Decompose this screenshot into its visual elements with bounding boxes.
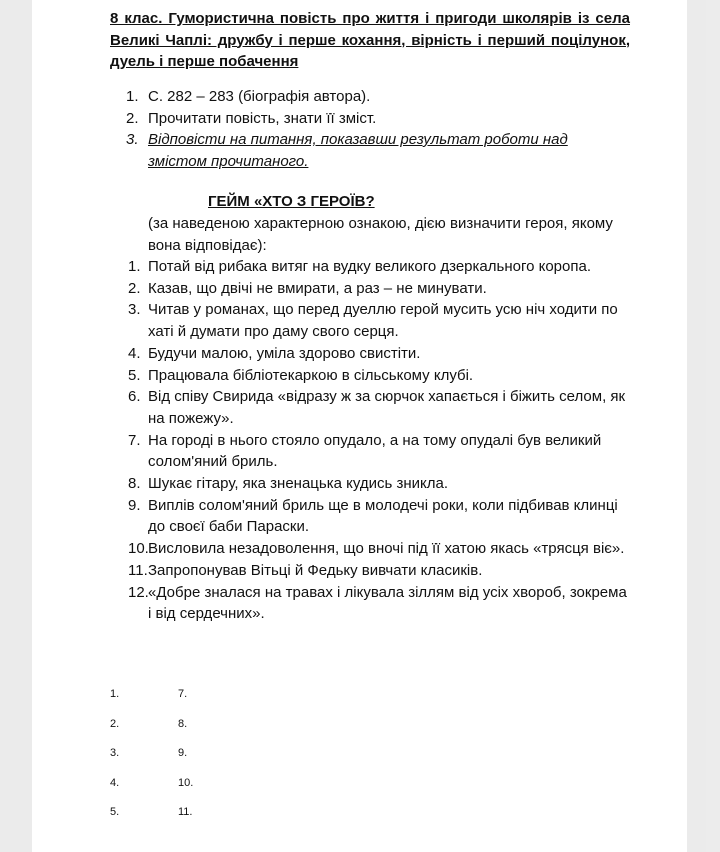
question-number: 11. bbox=[128, 561, 148, 579]
task-text: С. 282 – 283 (біографія автора). bbox=[148, 88, 371, 105]
answer-number: 3. bbox=[110, 747, 120, 759]
task-item bbox=[126, 108, 588, 130]
question-item bbox=[128, 278, 634, 300]
question-number: 3. bbox=[128, 301, 141, 319]
question-text: Запропонував Вітьці й Федьку вивчати класиків. bbox=[148, 561, 483, 579]
game-instructions: (за наведеною характерною ознакою, дією визначити героя, якому вона відповідає): bbox=[148, 215, 613, 254]
task-number: 2. bbox=[126, 109, 139, 127]
question-number: 5. bbox=[128, 366, 141, 384]
answer-number: 1. bbox=[110, 688, 120, 700]
answer-number: 9. bbox=[178, 747, 188, 759]
question-text: Від співу Свирида «відразу ж за сюрчок хапається і біжить селом, як на пожежу». bbox=[148, 388, 626, 427]
question-item bbox=[128, 495, 634, 538]
answer-number: 11. bbox=[178, 806, 193, 818]
question-item bbox=[128, 473, 634, 495]
task-list bbox=[126, 86, 588, 172]
answer-number: 10. bbox=[178, 776, 194, 789]
question-text: Шукає гітару, яка зненацька кудись зникла. bbox=[148, 475, 448, 493]
task-text: Прочитати повість, знати її зміст. bbox=[148, 109, 377, 127]
question-number: 8. bbox=[128, 475, 141, 493]
question-number: 1. bbox=[128, 258, 141, 275]
question-number: 9. bbox=[128, 496, 141, 514]
page-title: 8 клас. Гумористична повість про життя і пригоди школярів із села Великі Чаплі: дружбу і перше кохання, вірність і перший поцілунок, дуель і перше побачення bbox=[110, 10, 630, 70]
question-item bbox=[128, 538, 634, 560]
question-text: Виплів солом'яний бриль ще в молодечі роки, коли підбивав клинці до своєї баби Параски. bbox=[148, 496, 618, 536]
question-item bbox=[128, 256, 634, 278]
question-item bbox=[128, 299, 634, 342]
question-text: Потай від рибака витяг на вудку великого дзеркального коропа. bbox=[148, 258, 591, 275]
answer-number: 4. bbox=[110, 776, 120, 789]
question-item bbox=[128, 365, 634, 387]
question-number: 12. bbox=[128, 583, 149, 601]
document-page bbox=[32, 0, 687, 852]
task-item bbox=[126, 86, 588, 108]
question-item bbox=[128, 430, 634, 473]
question-number: 6. bbox=[128, 388, 141, 406]
question-item bbox=[128, 343, 634, 365]
game-title: ГЕЙМ «ХТО З ГЕРОЇВ? bbox=[208, 193, 375, 210]
question-number: 4. bbox=[128, 344, 141, 362]
answer-number: 7. bbox=[178, 688, 188, 700]
task-item bbox=[126, 129, 588, 172]
question-item bbox=[128, 582, 634, 625]
answer-number: 5. bbox=[110, 806, 120, 818]
question-text: Читав у романах, що перед дуеллю герой мусить усю ніч ходити по хаті й думати про даму свого серця. bbox=[148, 301, 618, 341]
answer-number: 8. bbox=[178, 717, 188, 730]
question-text: «Добре зналася на травах і лікувала зіллям від усіх хвороб, зокрема і від сердечних». bbox=[148, 583, 627, 623]
answer-number: 2. bbox=[110, 717, 120, 730]
question-text: Будучи малою, уміла здорово свистіти. bbox=[148, 344, 421, 362]
question-list bbox=[128, 256, 634, 625]
question-text: Висловила незадоволення, що вночі під її хатою якась «трясця віє». bbox=[148, 540, 625, 558]
question-text: Працювала бібліотекаркою в сільському клубі. bbox=[148, 366, 474, 384]
task-text: Відповісти на питання, показавши результат роботи над змістом прочитаного. bbox=[148, 131, 568, 170]
question-item bbox=[128, 386, 634, 429]
question-number: 7. bbox=[128, 431, 141, 449]
task-number: 3. bbox=[126, 131, 139, 148]
question-item bbox=[128, 560, 634, 582]
vertical-scrollbar[interactable] bbox=[706, 0, 720, 852]
question-number: 10. bbox=[128, 540, 149, 558]
question-text: Казав, що двічі не вмирати, а раз – не минувати. bbox=[148, 279, 487, 297]
question-text: На городі в нього стояло опудало, а на тому опудалі був великий солом'яний бриль. bbox=[148, 431, 602, 471]
question-number: 2. bbox=[128, 279, 141, 297]
task-number: 1. bbox=[126, 88, 139, 105]
